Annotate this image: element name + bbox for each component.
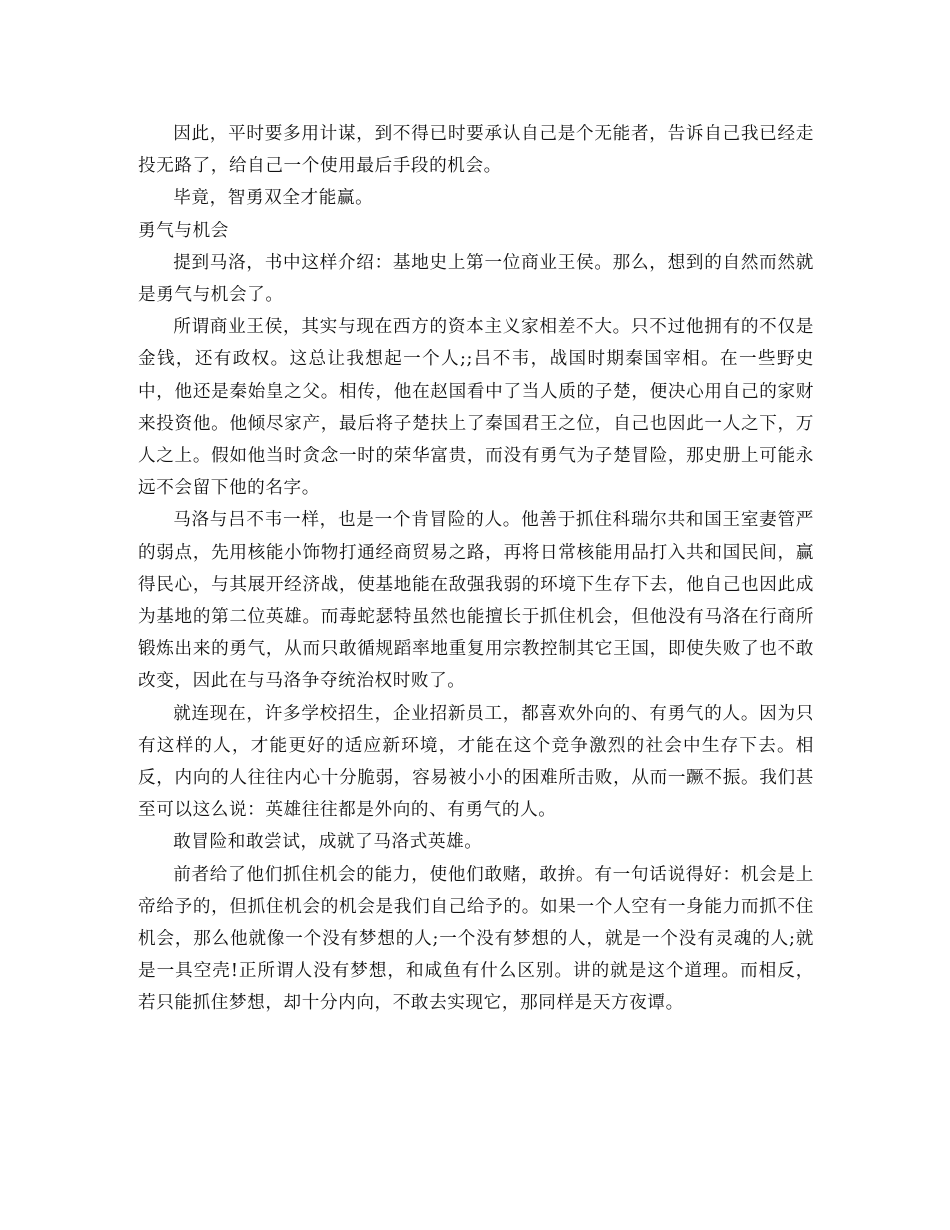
paragraph-3: 提到马洛，书中这样介绍：基地史上第一位商业王侯。那么，想到的自然而然就是勇气与机会了。	[138, 252, 814, 306]
paragraph-5: 马洛与吕不韦一样，也是一个肯冒险的人。他善于抓住科瑞尔共和国王室妻管严的弱点，先用核能小饰物打通经商贸易之路，再将日常核能用品打入共和国民间，赢得民心，与其展开经济战，使基地能在敌强我弱的环境下生存下去，他自己也因此成为基地的第二位英雄。而毒蛇瑟特虽然也能擅长于抓住机会，但他没有马洛在行商所锻炼出来的勇气，从而只敢循规蹈率地重复用宗教控制其它王国，即使失败了也不敢改变，因此在与马洛争夺统治权时败了。	[138, 510, 814, 692]
paragraph-6: 就连现在，许多学校招生，企业招新员工，都喜欢外向的、有勇气的人。因为只有这样的人，才能更好的适应新环境，才能在这个竞争激烈的社会中生存下去。相反，内向的人往往内心十分脆弱，容易被小小的困难所击败，从而一蹶不振。我们甚至可以这么说：英雄往往都是外向的、有勇气的人。	[138, 703, 814, 821]
paragraph-1: 因此，平时要多用计谋，到不得已时要承认自己是个无能者，告诉自己我已经走投无路了，给自己一个使用最后手段的机会。	[138, 124, 814, 177]
paragraph-8: 前者给了他们抓住机会的能力，使他们敢赌，敢拚。有一句话说得好：机会是上帝给予的，但抓住机会的机会是我们自己给予的。如果一个人空有一身能力而抓不住机会，那么他就像一个没有梦想的人;一个没有梦想的人，就是一个没有灵魂的人;就是一具空壳!正所谓人没有梦想，和咸鱼有什么区别。讲的就是这个道理。而相反，若只能抓住梦想，却十分内向，不敢去实现它，那同样是天方夜谭。	[138, 864, 814, 1014]
document-body	[138, 118, 814, 1020]
paragraph-2: 毕竟，智勇双全才能赢。	[173, 188, 374, 209]
paragraph-7: 敢冒险和敢尝试，成就了马洛式英雄。	[173, 832, 483, 853]
section-heading: 勇气与机会	[138, 220, 229, 241]
paragraph-4: 所谓商业王侯，其实与现在西方的资本主义家相差不大。只不过他拥有的不仅是金钱，还有政权。这总让我想起一个人;;吕不韦，战国时期秦国宰相。在一些野史中，他还是秦始皇之父。相传，他在赵国看中了当人质的子楚，便决心用自己的家财来投资他。他倾尽家产，最后将子楚扶上了秦国君王之位，自己也因此一人之下，万人之上。假如他当时贪念一时的荣华富贵，而没有勇气为子楚冒险，那史册上可能永远不会留下他的名字。	[138, 317, 814, 499]
